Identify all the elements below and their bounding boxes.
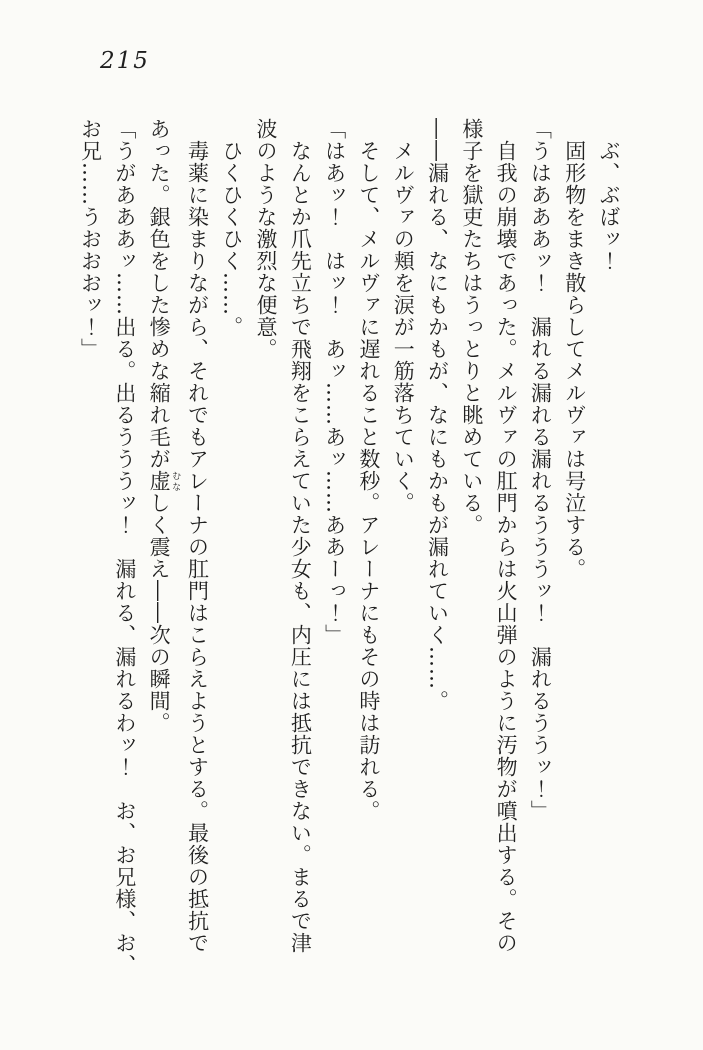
text-line: あった。銀色をした惨めな縮れ毛が虚 むなしく震え――次の瞬間。 [147,118,181,734]
text-line: ――漏れる、なにもかもが、なにもかもが漏れていく……。 [425,118,450,712]
text-line: ひくひくひく……。 [219,140,244,338]
text-line: 「うはあああッ！ 漏れる漏れる漏れるうううッ！ 漏れるううッ！」 [528,118,553,822]
text-line: メルヴァの頬を涙が一筋落ちていく。 [391,140,416,514]
furigana: 虚 むな [147,470,181,492]
text-line: 自我の崩壊であった。メルヴァの肛門からは火山弾のように汚物が噴出する。その [494,140,519,954]
text-line: 「うがあああッ……出る。出るうううッ！ 漏れる、漏れるわッ！ お、お兄様、お、 [112,118,137,976]
text-line: そして、メルヴァに遅れること数秒。アレーナにもその時は訪れる。 [356,140,381,822]
text-line: 毒薬に染まりながら、それでもアレーナの肛門はこらえようとする。最後の抵抗で [185,140,210,954]
text-line: お兄……うおおおッ！」 [78,118,103,360]
text-line: ぶ、ぶばッ！ [597,140,621,272]
text-line: なんとか爪先立ちで飛翔をこらえていた少女も、内圧には抵抗できない。まるで津 [288,140,313,954]
text-line: 固形物をまき散らしてメルヴァは号泣する。 [562,140,587,580]
text-line: 様子を獄吏たちはうっとりと眺めている。 [459,118,484,536]
text-line: 波のような激烈な便意。 [254,118,279,360]
page-number: 215 [100,48,150,74]
text-line: 「はあッ！ はッ！ あッ……あッ……ああーっ！」 [322,118,347,646]
page-text [76,118,626,980]
